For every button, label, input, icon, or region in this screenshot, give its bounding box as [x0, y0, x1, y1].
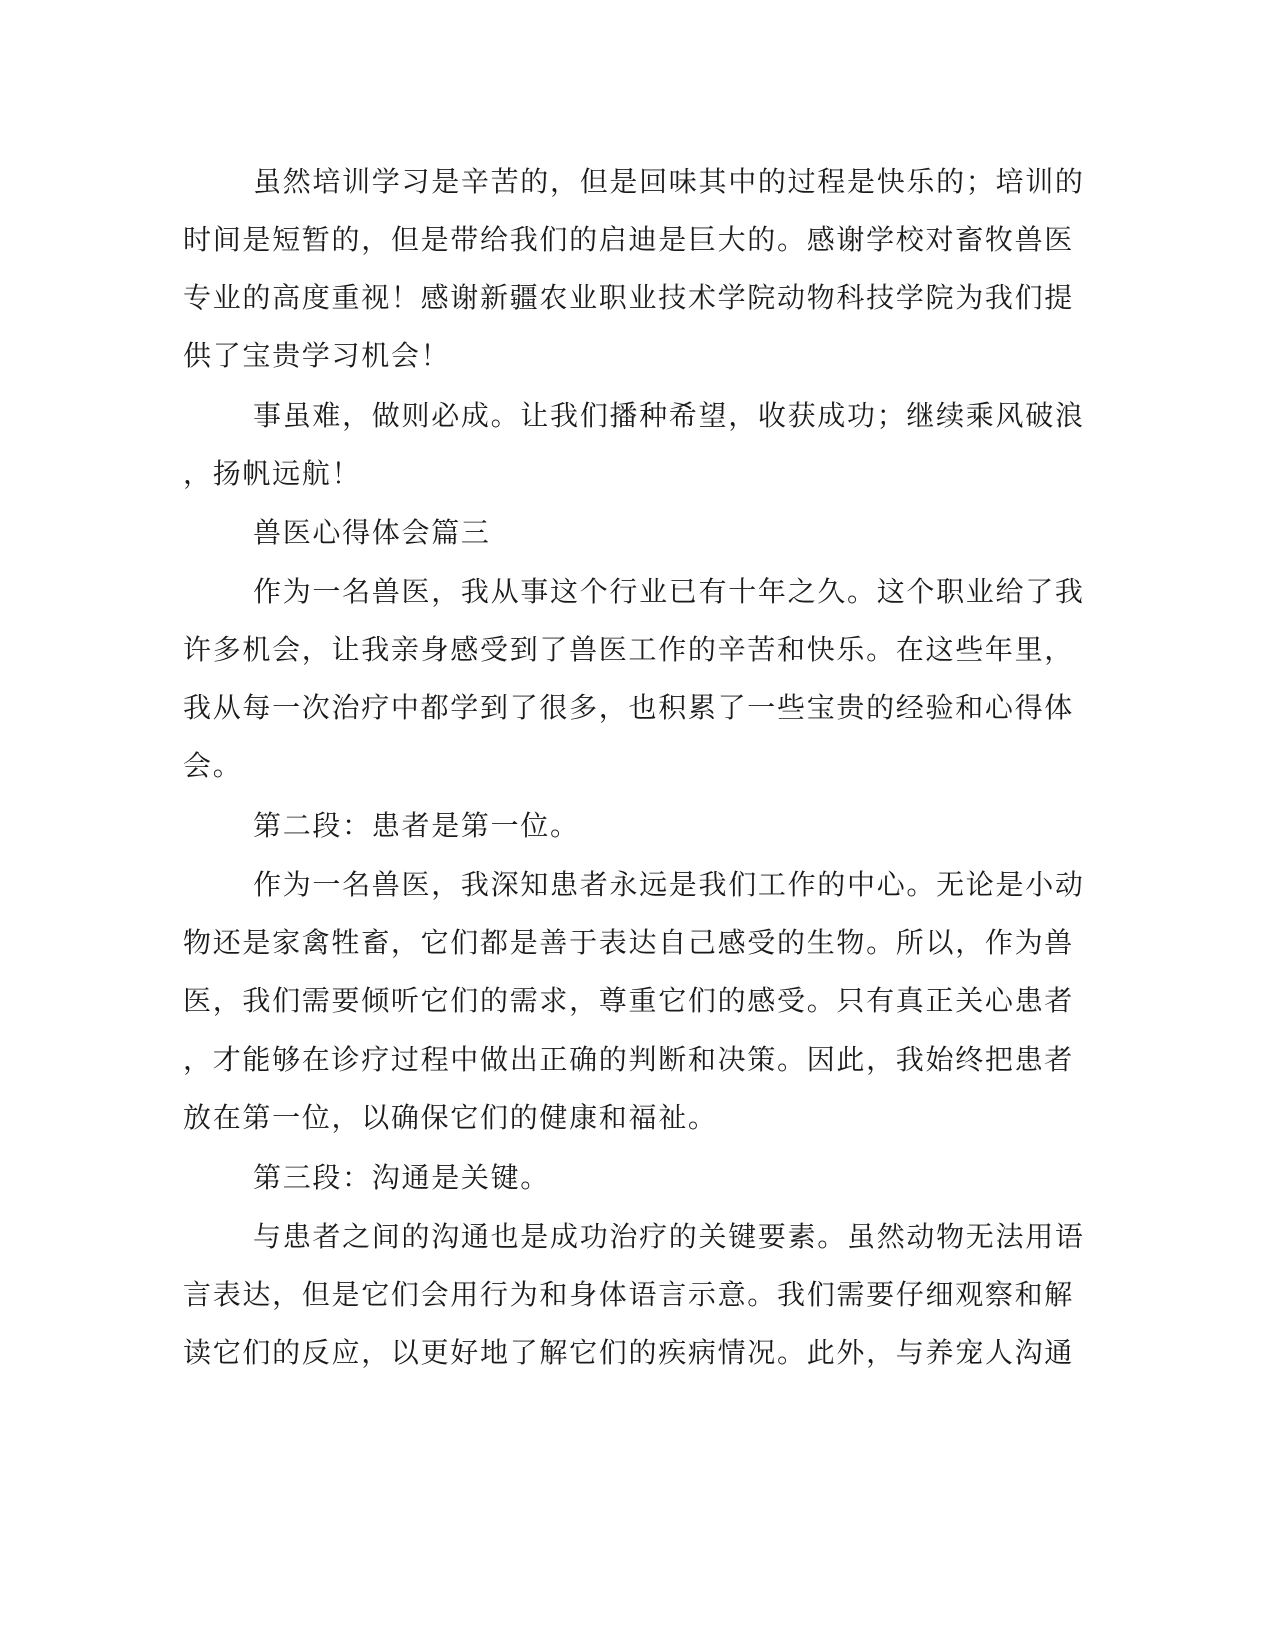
paragraph-line: 许多机会，让我亲身感受到了兽医工作的辛苦和快乐。在这些年里，	[183, 633, 1075, 666]
section-heading: 兽医心得体会篇三	[253, 516, 491, 549]
section-heading: 第二段：患者是第一位。	[253, 809, 580, 842]
paragraph-line: 供了宝贵学习机会！	[183, 339, 451, 372]
paragraph-line: 医，我们需要倾听它们的需求，尊重它们的感受。只有真正关心患者	[183, 984, 1075, 1017]
paragraph-line: 我从每一次治疗中都学到了很多，也积累了一些宝贵的经验和心得体	[183, 691, 1075, 724]
paragraph-line: 时间是短暂的，但是带给我们的启迪是巨大的。感谢学校对畜牧兽医	[183, 223, 1075, 256]
paragraph-line: 作为一名兽医，我深知患者永远是我们工作的中心。无论是小动	[253, 868, 1085, 901]
paragraph-line: ，扬帆远航！	[183, 457, 362, 490]
paragraph-line: ，才能够在诊疗过程中做出正确的判断和决策。因此，我始终把患者	[183, 1043, 1075, 1076]
section-heading: 第三段：沟通是关键。	[253, 1161, 551, 1194]
paragraph-line: 作为一名兽医，我从事这个行业已有十年之久。这个职业给了我	[253, 575, 1085, 608]
paragraph-line: 专业的高度重视！感谢新疆农业职业技术学院动物科技学院为我们提	[183, 281, 1075, 314]
paragraph-line: 言表达，但是它们会用行为和身体语言示意。我们需要仔细观察和解	[183, 1278, 1075, 1311]
paragraph-line: 物还是家禽牲畜，它们都是善于表达自己感受的生物。所以，作为兽	[183, 926, 1075, 959]
paragraph-line: 会。	[183, 749, 243, 782]
paragraph-line: 事虽难，做则必成。让我们播种希望，收获成功；继续乘风破浪	[253, 399, 1085, 432]
paragraph-line: 虽然培训学习是辛苦的，但是回味其中的过程是快乐的；培训的	[253, 165, 1085, 198]
paragraph-line: 与患者之间的沟通也是成功治疗的关键要素。虽然动物无法用语	[253, 1220, 1085, 1253]
paragraph-line: 读它们的反应，以更好地了解它们的疾病情况。此外，与养宠人沟通	[183, 1336, 1075, 1369]
paragraph-line: 放在第一位，以确保它们的健康和福祉。	[183, 1101, 718, 1134]
